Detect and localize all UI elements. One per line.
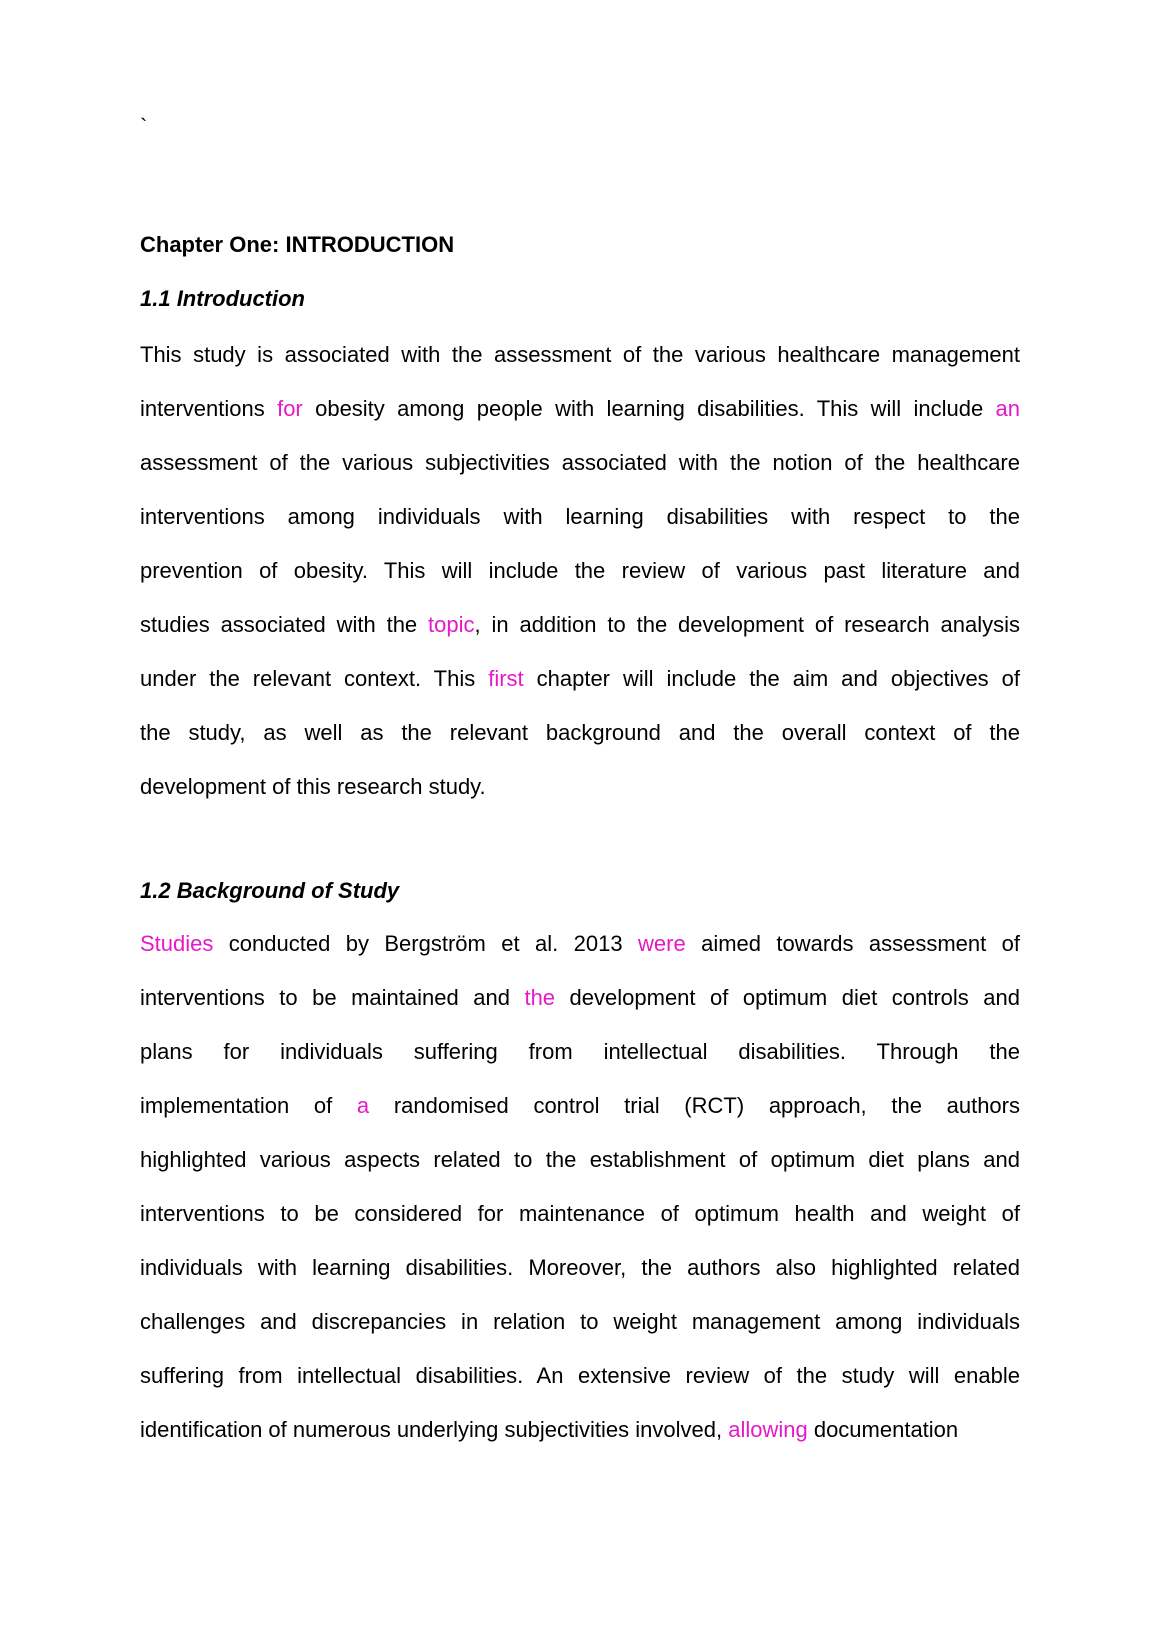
text-line <box>140 1025 1020 1079</box>
text-run: the study, as well as the relevant background and the overall context of the <box>140 720 1020 745</box>
text-run: interventions to be considered for maintenance of optimum health and weight of <box>140 1201 1020 1226</box>
text-run: development of this research study. <box>140 774 486 799</box>
text-run: conducted by Bergström et al. 2013 <box>213 931 638 956</box>
section-heading-background: 1.2 Background of Study <box>140 878 400 903</box>
text-line <box>140 598 1020 652</box>
text-line <box>140 544 1020 598</box>
text-line <box>140 1187 1020 1241</box>
text-line <box>140 917 1020 971</box>
text-run: assessment of the various subjectivities associated with the notion of the healthcare <box>140 450 1020 475</box>
text-run: prevention of obesity. This will include the review of various past literature and <box>140 558 1020 583</box>
text-run: individuals with learning disabilities. Moreover, the authors also highlighted related <box>140 1255 1020 1280</box>
text-line <box>140 971 1020 1025</box>
text-line <box>140 1241 1020 1295</box>
section-heading-introduction: 1.1 Introduction <box>140 286 305 311</box>
text-run: highlighted various aspects related to the establishment of optimum diet plans and <box>140 1147 1020 1172</box>
text-line <box>140 1403 1020 1457</box>
text-run: plans for individuals suffering from intellectual disabilities. Through the <box>140 1039 1020 1064</box>
text-run: challenges and discrepancies in relation to weight management among individuals <box>140 1309 1020 1334</box>
text-run: This study is associated with the assessment of the various healthcare management <box>140 342 1020 367</box>
highlighted-word: a <box>356 1093 370 1118</box>
text-run: development of optimum diet controls and <box>555 985 1021 1010</box>
text-run: documentation <box>807 1417 959 1442</box>
text-run: suffering from intellectual disabilities. An extensive review of the study will enable <box>140 1363 1020 1388</box>
chapter-title: Chapter One: INTRODUCTION <box>140 232 455 257</box>
text-line <box>140 706 1020 760</box>
text-line <box>140 760 1020 814</box>
highlighted-word: topic <box>428 612 475 637</box>
text-run: studies associated with the <box>140 612 429 637</box>
text-line <box>140 328 1020 382</box>
text-run: interventions among individuals with learning disabilities with respect to the <box>140 504 1020 529</box>
text-line <box>140 652 1020 706</box>
text-run: identification of numerous underlying subjectivities involved, <box>140 1417 729 1442</box>
text-line <box>140 490 1020 544</box>
text-run: , in addition to the development of research analysis <box>474 612 1020 637</box>
highlighted-word: Studies <box>140 931 214 956</box>
paragraph-background <box>140 917 1020 1457</box>
text-line <box>140 1349 1020 1403</box>
text-run: chapter will include the aim and objectives of <box>523 666 1021 691</box>
highlighted-word: the <box>524 985 556 1010</box>
text-line <box>140 1079 1020 1133</box>
paragraph-introduction <box>140 328 1020 814</box>
stray-mark: ` <box>140 114 148 139</box>
text-line <box>140 1295 1020 1349</box>
text-run: randomised control trial (RCT) approach, the authors <box>369 1093 1020 1118</box>
highlighted-word: for <box>277 396 303 421</box>
text-line <box>140 436 1020 490</box>
highlighted-word: first <box>488 666 524 691</box>
text-line <box>140 382 1020 436</box>
text-run: interventions to be maintained and <box>140 985 525 1010</box>
text-run: interventions <box>140 396 278 421</box>
text-run: under the relevant context. This <box>140 666 489 691</box>
text-run: implementation of <box>140 1093 357 1118</box>
text-run: aimed towards assessment of <box>685 931 1020 956</box>
text-run: obesity among people with learning disabilities. This will include <box>302 396 996 421</box>
highlighted-word: an <box>995 396 1020 421</box>
text-line <box>140 1133 1020 1187</box>
highlighted-word: were <box>638 931 686 956</box>
highlighted-word: allowing <box>728 1417 808 1442</box>
